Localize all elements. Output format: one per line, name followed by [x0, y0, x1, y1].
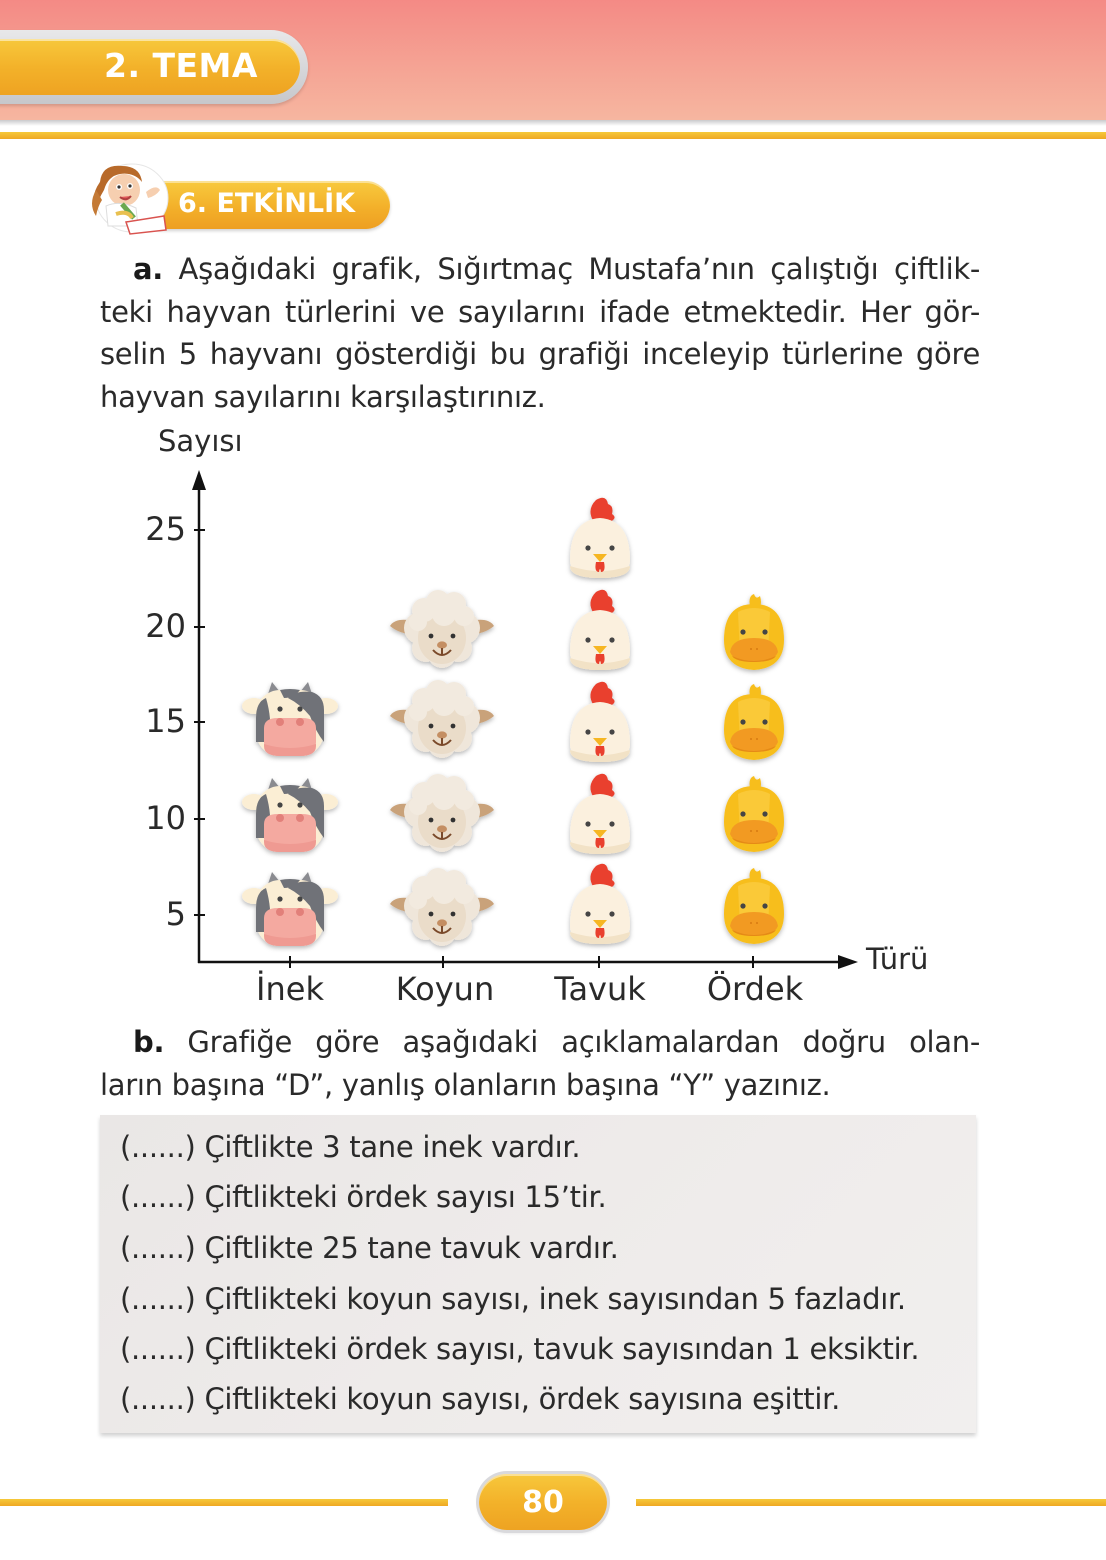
y-axis-title: Sayısı — [158, 424, 243, 458]
sheep-icon — [390, 868, 494, 946]
chicken-icon — [570, 864, 630, 944]
answer-blank[interactable]: (......) — [120, 1282, 196, 1316]
footer-line-right — [636, 1499, 1106, 1506]
duck-icon — [724, 684, 784, 760]
category-label-ordek: Ördek — [706, 970, 804, 1008]
statement-item: (......) Çiftlikte 3 tane inek vardır. — [120, 1130, 581, 1164]
answer-blank[interactable]: (......) — [120, 1332, 196, 1366]
answer-blank[interactable]: (......) — [120, 1180, 196, 1214]
statement-item: (......) Çiftlikteki koyun sayısı, ördek sayısına eşittir. — [120, 1382, 841, 1416]
answer-blank[interactable]: (......) — [120, 1382, 196, 1416]
footer-line-left — [0, 1499, 448, 1506]
sheep-icon — [390, 774, 494, 852]
y-tick-label: 20 — [145, 607, 186, 645]
instruction-a: a. Aşağıdaki grafik, Sığırtmaç Mustafa’nın çalıştığı çiftlik- teki hayvan türlerini ve sayılarını ifade etmektedir. Her gör- selin 5 hayvanı gösterdiği bu grafiği inceleyip türlerine göre hayvan sayılarını karşılaştırınız. — [100, 252, 980, 414]
chicken-icon — [570, 774, 630, 854]
chicken-icon — [570, 682, 630, 762]
activity-label: 6. ETKİNLİK — [178, 188, 356, 219]
duck-icon — [724, 776, 784, 852]
category-label-koyun: Koyun — [395, 970, 495, 1008]
part-a-marker: a. — [133, 252, 163, 286]
y-tick-label: 5 — [165, 895, 186, 933]
x-axis-title: Türü — [866, 942, 929, 976]
chicken-icon — [570, 498, 630, 578]
statement-item: (......) Çiftlikteki ördek sayısı, tavuk sayısından 1 eksiktir. — [120, 1332, 920, 1366]
cow-icon — [242, 778, 338, 852]
duck-icon — [724, 868, 784, 944]
theme-label: 2. TEMA — [104, 46, 258, 85]
cow-icon — [242, 872, 338, 946]
answer-blank[interactable]: (......) — [120, 1130, 196, 1164]
sheep-icon — [390, 590, 494, 668]
chicken-icon — [570, 590, 630, 670]
page-number: 80 — [522, 1485, 564, 1520]
instruction-b: b. Grafiğe göre aşağıdaki açıklamalardan doğru olan- ların başına “D”, yanlış olanların başına “Y” yazınız. — [100, 1025, 980, 1102]
y-tick-label: 10 — [145, 799, 186, 837]
statement-item: (......) Çiftlikte 25 tane tavuk vardır. — [120, 1231, 619, 1265]
answer-blank[interactable]: (......) — [120, 1231, 196, 1265]
sheep-icon — [390, 680, 494, 758]
statement-item: (......) Çiftlikteki koyun sayısı, inek sayısından 5 fazladır. — [120, 1282, 906, 1316]
part-b-marker: b. — [133, 1025, 165, 1059]
statement-item: (......) Çiftlikteki ördek sayısı 15’tir. — [120, 1180, 607, 1214]
category-label-tavuk: Tavuk — [554, 970, 646, 1008]
category-label-inek: İnek — [256, 970, 324, 1008]
y-tick-label: 15 — [145, 702, 186, 740]
y-tick-label: 25 — [145, 510, 186, 548]
cow-icon — [242, 682, 338, 756]
duck-icon — [724, 594, 784, 670]
